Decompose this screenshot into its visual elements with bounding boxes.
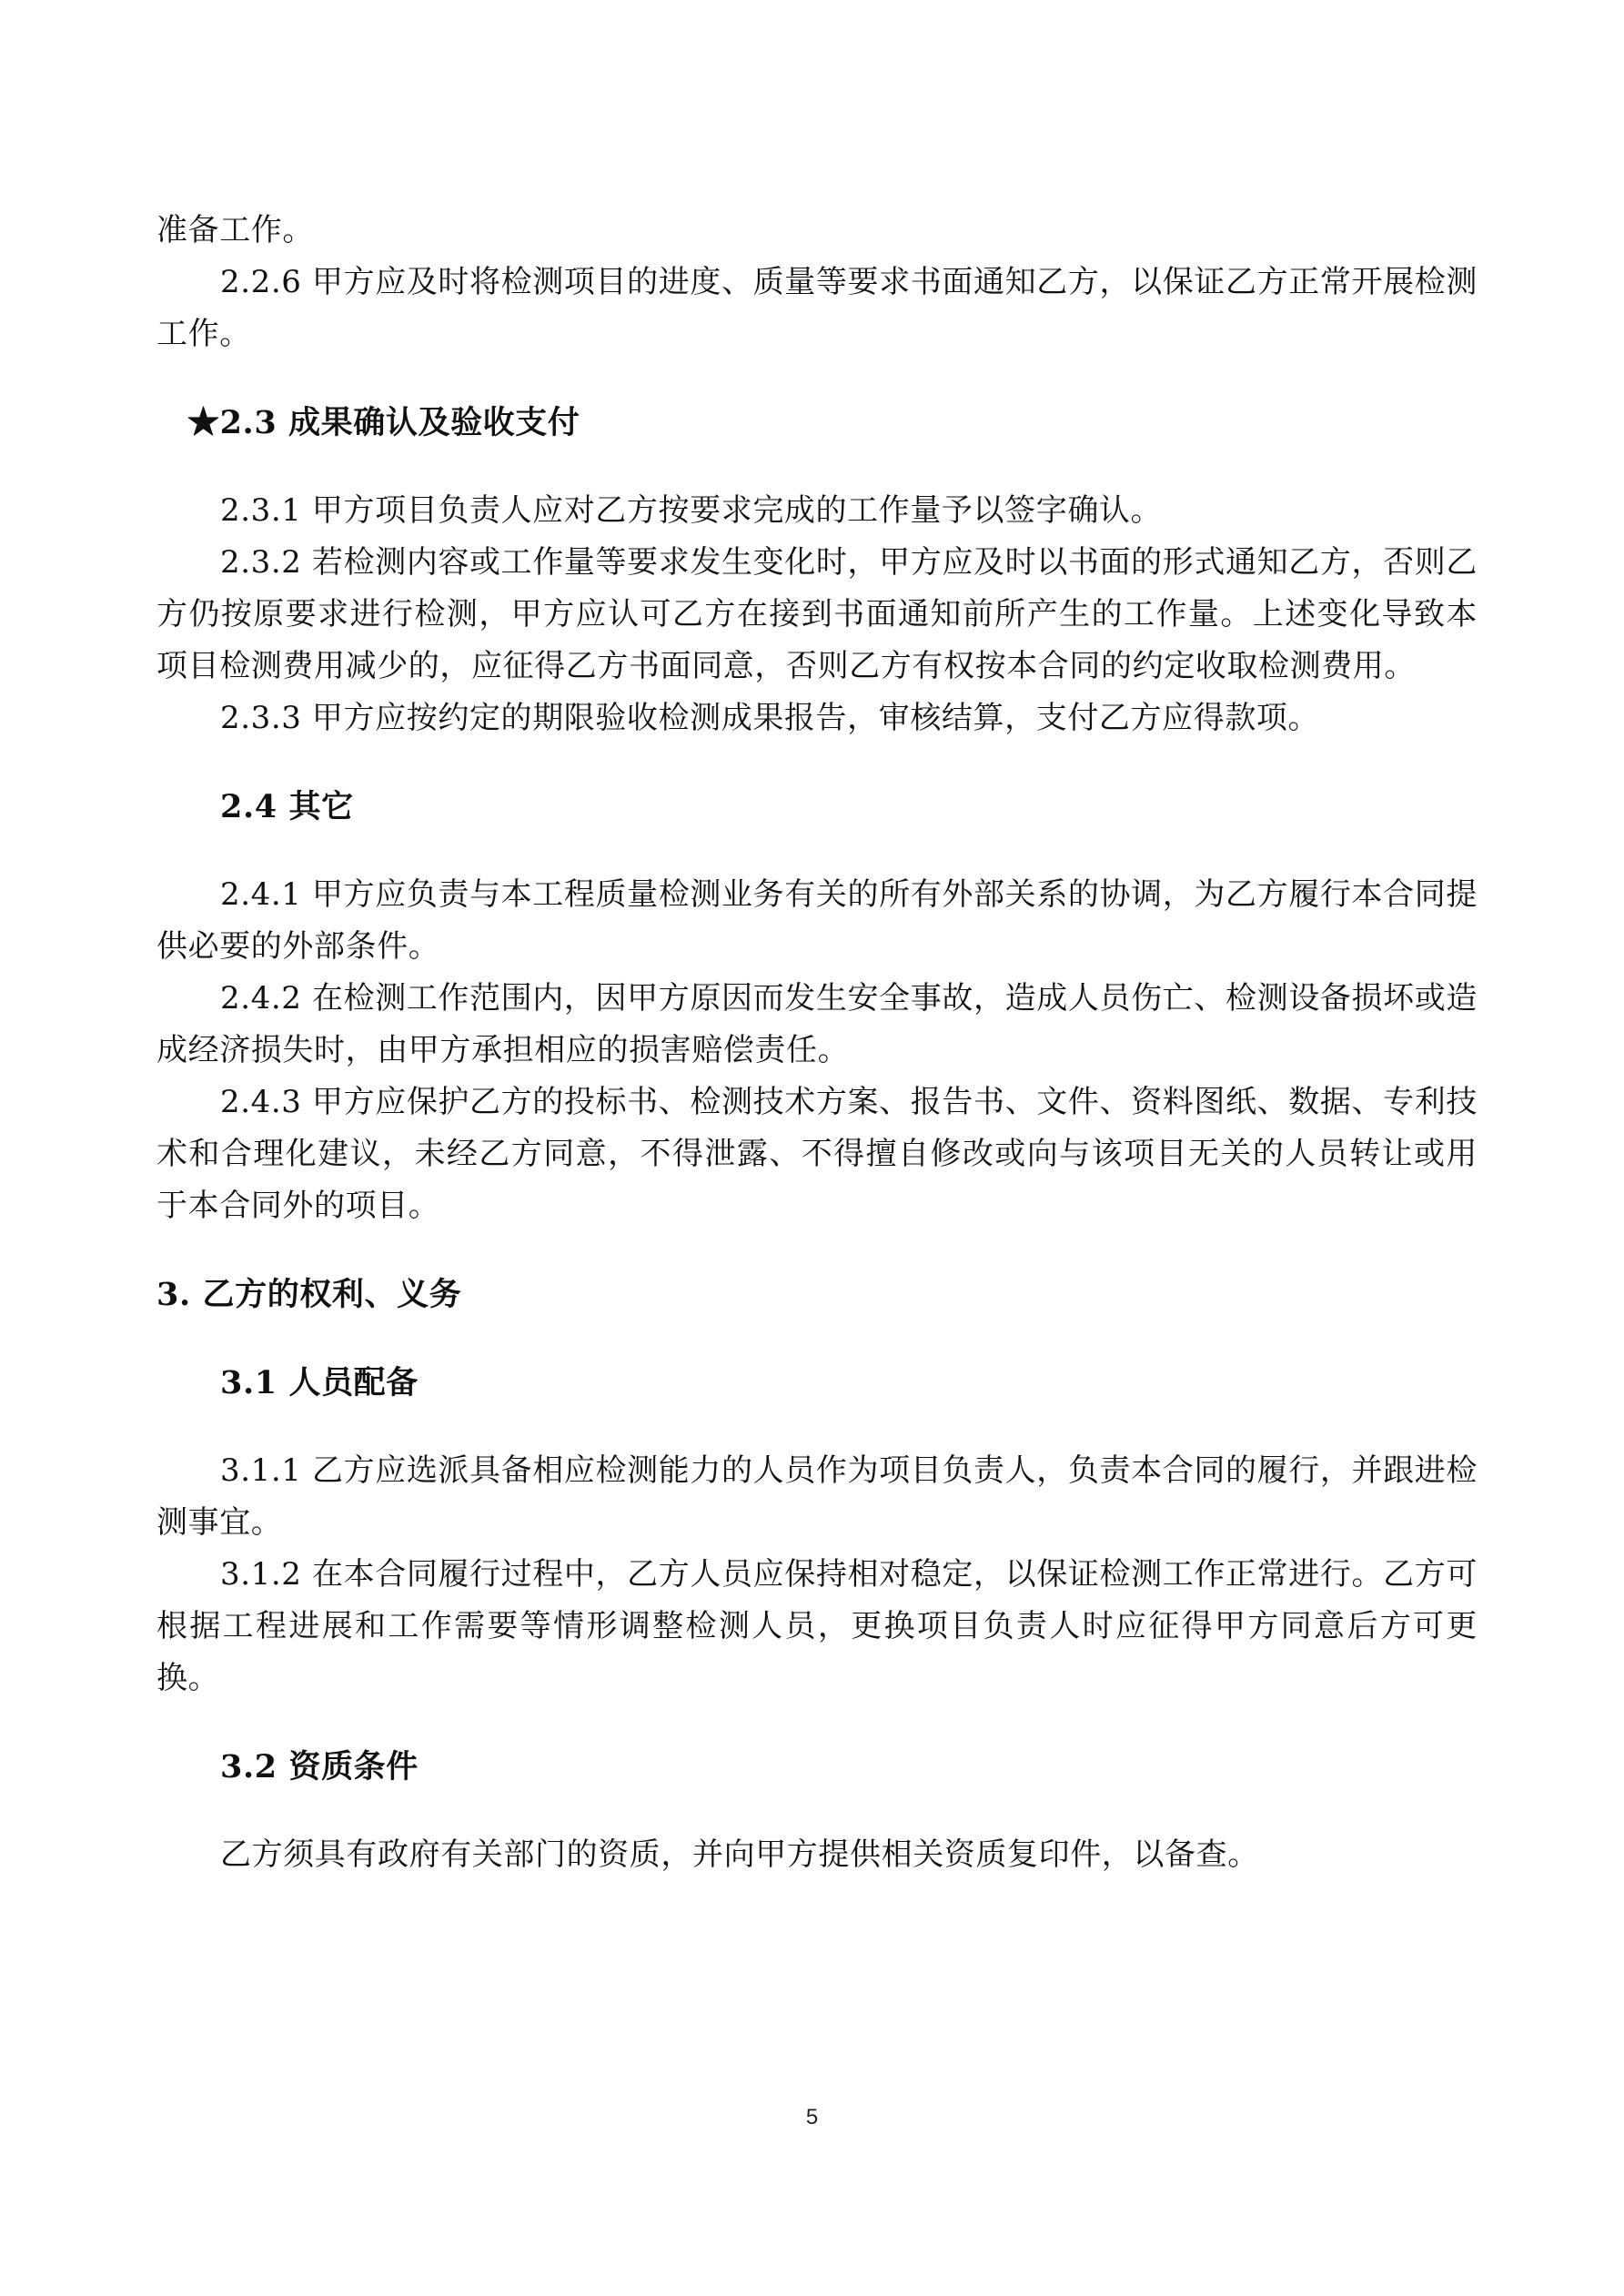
heading-2-4: 2.4 其它 bbox=[220, 788, 354, 825]
paragraph-2-3-1: 2.3.1 甲方项目负责人应对乙方按要求完成的工作量予以签字确认。 bbox=[220, 492, 1163, 529]
heading-3-2: 3.2 资质条件 bbox=[220, 1748, 419, 1785]
paragraph-2-2-6: 2.2.6 甲方应及时将检测项目的进度、质量等要求书面通知乙方，以保证乙方正常开展检测工作。 bbox=[156, 264, 1478, 352]
paragraph-2-4-1: 2.4.1 甲方应负责与本工程质量检测业务有关的所有外部关系的协调，为乙方履行本合同提供必要的外部条件。 bbox=[156, 876, 1478, 965]
paragraph-3-2-body: 乙方须具有政府有关部门的资质，并向甲方提供相关资质复印件，以备查。 bbox=[220, 1836, 1259, 1873]
paragraph-2-4-2: 2.4.2 在检测工作范围内，因甲方原因而发生安全事故，造成人员伤亡、检测设备损坏或造成经济损失时，由甲方承担相应的损害赔偿责任。 bbox=[156, 980, 1478, 1068]
paragraph-continuation: 准备工作。 bbox=[156, 212, 314, 248]
page-number: 5 bbox=[805, 2105, 819, 2129]
paragraph-2-3-2: 2.3.2 若检测内容或工作量等要求发生变化时，甲方应及时以书面的形式通知乙方，否则乙方仍按原要求进行检测，甲方应认可乙方在接到书面通知前所产生的工作量。上述变化导致本项目检测费用减少的，应征得乙方书面同意，否则乙方有权按本合同的约定收取检测费用。 bbox=[156, 544, 1478, 684]
paragraph-2-4-3: 2.4.3 甲方应保护乙方的投标书、检测技术方案、报告书、文件、资料图纸、数据、专利技术和合理化建议，未经乙方同意，不得泄露、不得擅自修改或向与该项目无关的人员转让或用于本合同外的项目。 bbox=[156, 1084, 1478, 1224]
paragraph-3-1-2: 3.1.2 在本合同履行过程中，乙方人员应保持相对稳定，以保证检测工作正常进行。乙方可根据工程进展和工作需要等情形调整检测人员，更换项目负责人时应征得甲方同意后方可更换。 bbox=[156, 1556, 1478, 1696]
heading-3-1: 3.1 人员配备 bbox=[220, 1364, 419, 1401]
paragraph-3-1-1: 3.1.1 乙方应选派具备相应检测能力的人员作为项目负责人，负责本合同的履行，并跟进检测事宜。 bbox=[156, 1452, 1478, 1541]
heading-3: 3. 乙方的权利、义务 bbox=[156, 1276, 462, 1313]
paragraph-2-3-3: 2.3.3 甲方应按约定的期限验收检测成果报告，审核结算，支付乙方应得款项。 bbox=[220, 700, 1320, 736]
document-body bbox=[156, 205, 1478, 1881]
heading-2-3: ★2.3 成果确认及验收支付 bbox=[187, 404, 580, 441]
